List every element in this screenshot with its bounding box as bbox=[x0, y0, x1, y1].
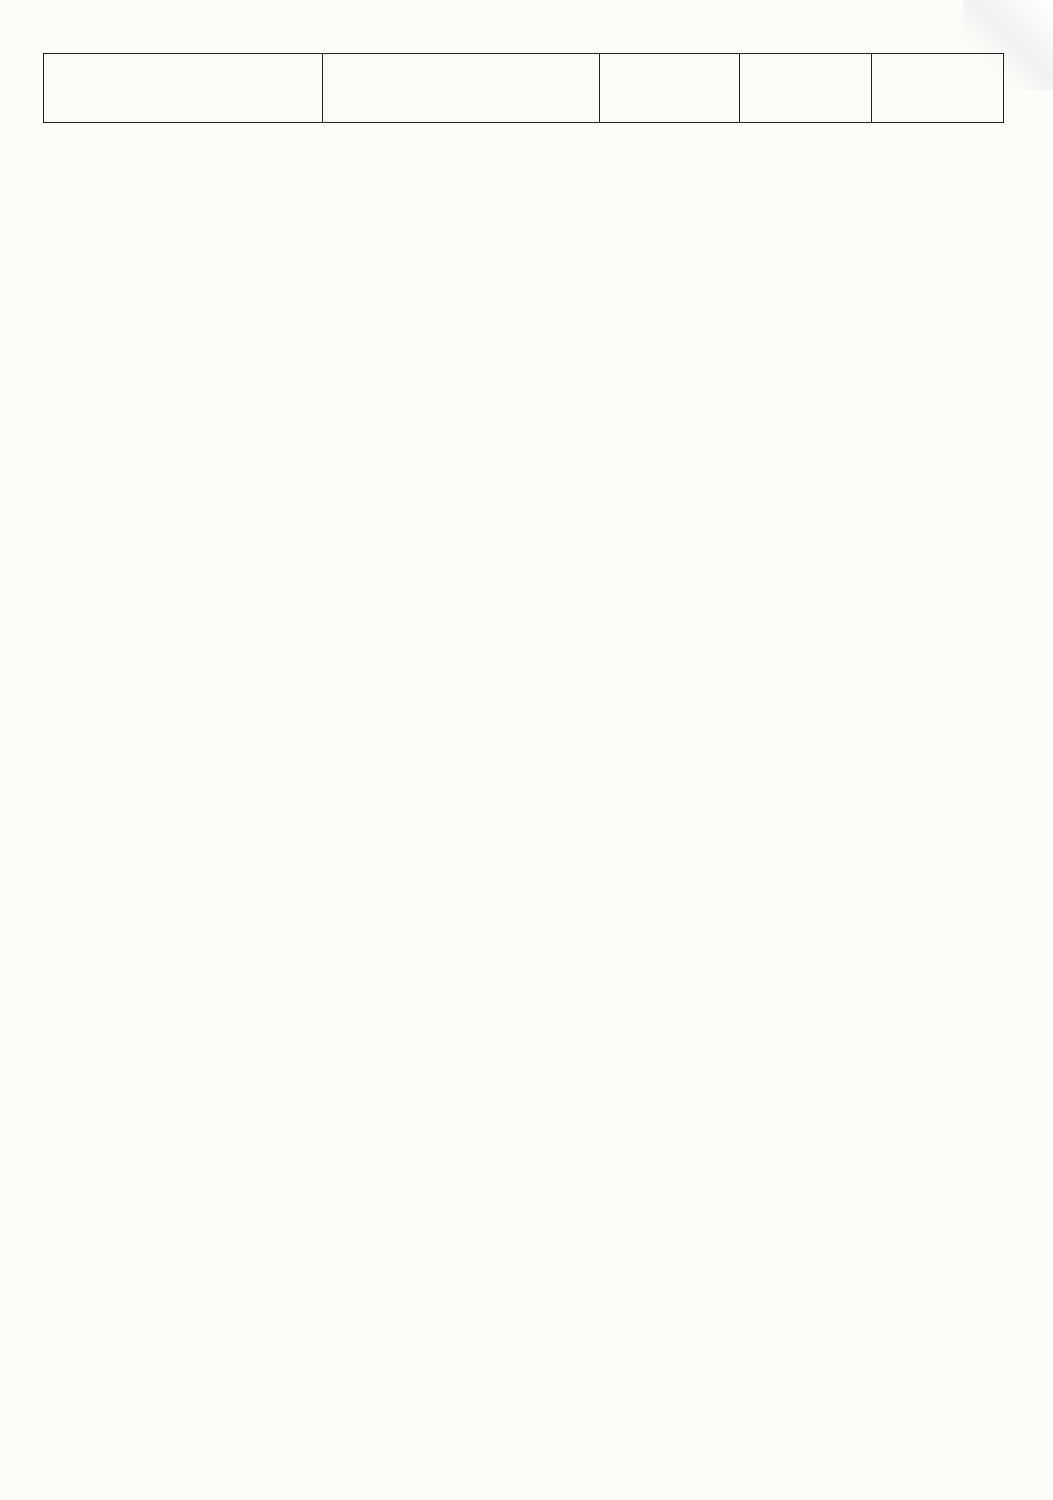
report-sheet bbox=[43, 35, 1003, 123]
safety-section-title bbox=[43, 35, 1003, 53]
table-header-row bbox=[44, 54, 1004, 123]
header-method bbox=[323, 54, 600, 123]
safety-indicators-table bbox=[43, 53, 1004, 123]
header-error bbox=[872, 54, 1004, 123]
header-allowed bbox=[600, 54, 740, 123]
header-name bbox=[44, 54, 323, 123]
header-result bbox=[740, 54, 872, 123]
